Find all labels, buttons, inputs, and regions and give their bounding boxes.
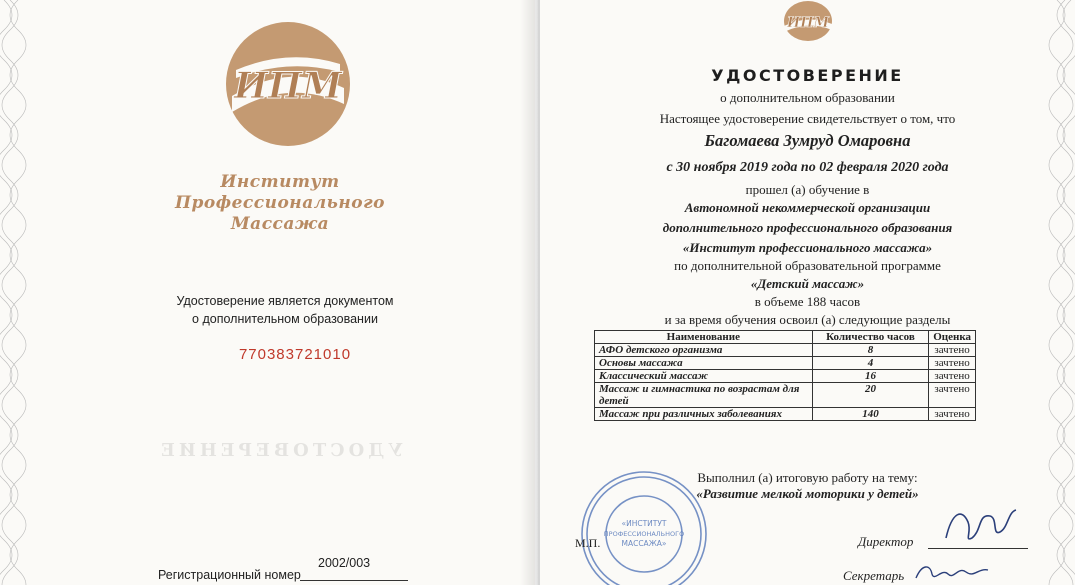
- director-label: Директор: [858, 534, 914, 549]
- section-name: Основы массажа: [595, 357, 813, 370]
- left-page: [0, 0, 535, 585]
- table-row: [595, 357, 976, 370]
- document-note-line2: о дополнительном образовании: [192, 312, 378, 326]
- organization-line1: Автономной некоммерческой организации: [684, 200, 931, 215]
- table-row: [595, 344, 976, 357]
- sections-table: [594, 330, 976, 421]
- secretary-label: Секретарь: [843, 568, 905, 583]
- certifies-text: Настоящее удостоверение свидетельствует о том, что: [659, 111, 956, 126]
- institute-logo-small: [780, 0, 836, 42]
- column-header: Количество часов: [812, 331, 929, 344]
- institute-logo: [222, 18, 354, 150]
- institute-name-line2: Профессионального: [174, 193, 386, 213]
- final-work-intro: Выполнил (а) итоговую работу на тему:: [697, 470, 918, 485]
- serial-number: 770383721010: [238, 346, 352, 363]
- holder-name: Багомаева Зумруд Омаровна: [704, 131, 911, 150]
- stamp-place-label: М.П.: [575, 536, 601, 550]
- table-row: [595, 383, 976, 408]
- registration-number: 2002/003: [318, 556, 371, 570]
- organization-line2: дополнительного профессионального образования: [662, 220, 953, 235]
- stamp-text-line1: «ИНСТИТУТ: [621, 519, 667, 528]
- completed-text: прошел (а) обучение в: [745, 182, 870, 197]
- section-hours: 20: [812, 383, 929, 408]
- left-guilloche-border: [0, 0, 32, 585]
- section-grade: зачтено: [929, 370, 976, 383]
- document-title: УДОСТОВЕРЕНИЕ: [711, 66, 904, 85]
- column-header: Оценка: [929, 331, 976, 344]
- show-through-text: УДОСТОВЕРЕНИЕ: [157, 440, 403, 461]
- institute-name-line1: Институт: [220, 172, 340, 192]
- stamp-text-line3: МАССАЖА»: [621, 539, 667, 548]
- document-note-line1: Удостоверение является документом: [176, 294, 394, 308]
- table-row: [595, 408, 976, 421]
- section-hours: 4: [812, 357, 929, 370]
- secretary-signature: [912, 560, 1002, 585]
- institute-name-line3: Массажа: [230, 214, 330, 234]
- final-work-topic: «Развитие мелкой моторики у детей»: [696, 486, 919, 501]
- right-page: [540, 0, 1075, 585]
- section-name: Массаж при различных заболеваниях: [595, 408, 813, 421]
- volume-hours: в объеме 188 часов: [754, 294, 861, 309]
- section-grade: зачтено: [929, 357, 976, 370]
- section-grade: зачтено: [929, 383, 976, 408]
- program-name: «Детский массаж»: [750, 276, 865, 291]
- table-header-row: [595, 331, 976, 344]
- program-intro: по дополнительной образовательной программе: [674, 258, 941, 273]
- section-grade: зачтено: [929, 344, 976, 357]
- stamp-text-line2: ПРОФЕССИОНАЛЬНОГО: [603, 530, 685, 538]
- section-name: Классический массаж: [595, 370, 813, 383]
- study-period: с 30 ноября 2019 года по 02 февраля 2020 года: [666, 160, 949, 175]
- section-name: АФО детского организма: [595, 344, 813, 357]
- logo-text: ИПМ: [234, 65, 342, 107]
- organization-stamp: [578, 468, 710, 585]
- section-grade: зачтено: [929, 408, 976, 421]
- section-hours: 16: [812, 370, 929, 383]
- registration-label: Регистрационный номер: [158, 568, 301, 582]
- table-row: [595, 370, 976, 383]
- section-hours: 8: [812, 344, 929, 357]
- organization-line3: «Институт профессионального массажа»: [682, 240, 933, 255]
- director-signature: [938, 502, 1028, 550]
- column-header: Наименование: [595, 331, 813, 344]
- section-name: Массаж и гимнастика по возрастам для детей: [595, 383, 813, 408]
- logo-text-small: ИПМ: [787, 15, 829, 31]
- registration-underline: [300, 580, 408, 581]
- section-hours: 140: [812, 408, 929, 421]
- document-subtitle: о дополнительном образовании: [720, 90, 895, 105]
- sections-intro: и за время обучения освоил (а) следующие разделы: [664, 312, 951, 327]
